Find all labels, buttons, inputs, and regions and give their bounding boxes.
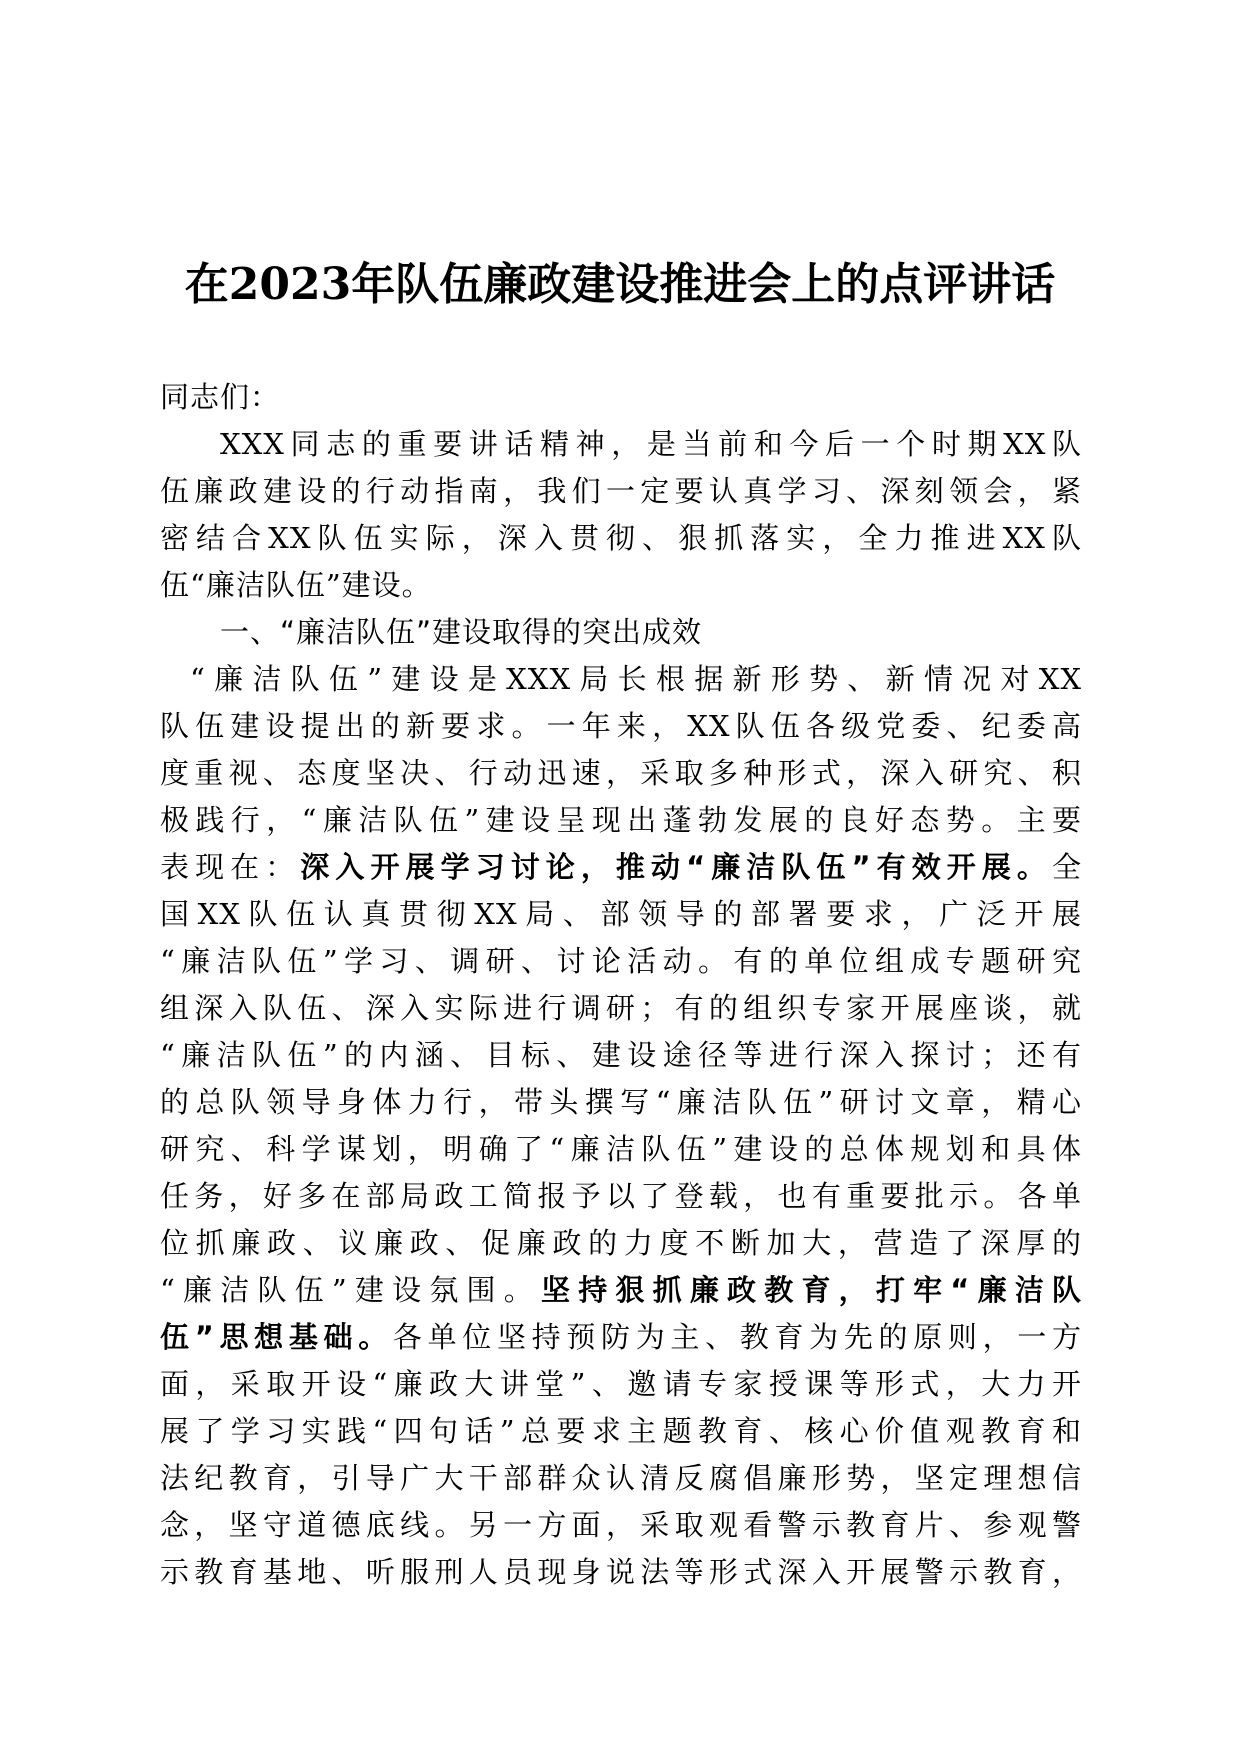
- paragraph-line: 示教育基地、听服刑人员现身说法等形式深入开展警示教育，: [160, 1555, 1082, 1589]
- line-text: 全: [1051, 850, 1082, 884]
- line-text: 各单位坚持预防为主、教育为先的原则，一方: [392, 1320, 1082, 1354]
- paragraph-line: 伍廉政建设的行动指南，我们一定要认真学习、深刻领会，紧: [160, 474, 1082, 508]
- paragraph-line: “廉洁队伍”的内涵、目标、建设途径等进行深入探讨；还有: [160, 1038, 1082, 1072]
- paragraph-line: [160, 1267, 1082, 1314]
- paragraph-line: 密结合XX队伍实际，深入贯彻、狠抓落实，全力推进XX队: [160, 521, 1082, 555]
- paragraph-line: XXX同志的重要讲话精神，是当前和今后一个时期XX队: [220, 427, 1082, 461]
- paragraph-line: “廉洁队伍”建设是XXX局长根据新形势、新情况对XX: [190, 662, 1082, 696]
- bold-lead-sentence: 伍”思想基础。: [160, 1320, 393, 1354]
- paragraph-line: 任务，好多在部局政工简报予以了登载，也有重要批示。各单: [160, 1179, 1082, 1213]
- bold-lead-sentence: 坚持狠抓廉政教育，打牢“廉洁队: [540, 1273, 1083, 1307]
- paragraph-line: 展了学习实践“四句话”总要求主题教育、核心价值观教育和: [160, 1414, 1082, 1448]
- bold-lead-sentence: 深入开展学习讨论，推动“廉洁队伍”有效开展。: [300, 850, 1052, 884]
- paragraph-line: 组深入队伍、深入实际进行调研；有的组织专家开展座谈，就: [160, 991, 1082, 1025]
- paragraph-line: 的总队领导身体力行，带头撰写“廉洁队伍”研讨文章，精心: [160, 1085, 1082, 1119]
- line-text: “廉洁队伍”建设氛围。: [160, 1273, 541, 1307]
- section-heading: 一、“廉洁队伍”建设取得的突出成效: [220, 615, 703, 649]
- paragraph-line: 念，坚守道德底线。另一方面，采取观看警示教育片、参观警: [160, 1508, 1082, 1542]
- paragraph-line: [160, 1314, 1082, 1361]
- paragraph-line: 度重视、态度坚决、行动迅速，采取多种形式，深入研究、积: [160, 756, 1082, 790]
- paragraph-line: 面，采取开设“廉政大讲堂”、邀请专家授课等形式，大力开: [160, 1367, 1082, 1401]
- document-body: [160, 374, 1082, 1596]
- paragraph-line: “廉洁队伍”学习、调研、讨论活动。有的单位组成专题研究: [160, 944, 1082, 978]
- paragraph-line: 国XX队伍认真贯彻XX局、部领导的部署要求，广泛开展: [160, 897, 1082, 931]
- paragraph-line: 研究、科学谋划，明确了“廉洁队伍”建设的总体规划和具体: [160, 1132, 1082, 1166]
- paragraph-line: 法纪教育，引导广大干部群众认清反腐倡廉形势，坚定理想信: [160, 1461, 1082, 1495]
- paragraph-line: [160, 844, 1082, 891]
- paragraph-line: 队伍建设提出的新要求。一年来，XX队伍各级党委、纪委高: [160, 709, 1082, 743]
- salutation: 同志们：: [160, 380, 281, 414]
- document-title: 在2023年队伍廉政建设推进会上的点评讲话: [184, 259, 1056, 310]
- paragraph-line: 极践行，“廉洁队伍”建设呈现出蓬勃发展的良好态势。主要: [160, 803, 1082, 837]
- paragraph-line: 伍“廉洁队伍”建设。: [160, 568, 432, 602]
- paragraph-line: 位抓廉政、议廉政、促廉政的力度不断加大，营造了深厚的: [160, 1226, 1082, 1260]
- line-text: 表现在：: [160, 850, 301, 884]
